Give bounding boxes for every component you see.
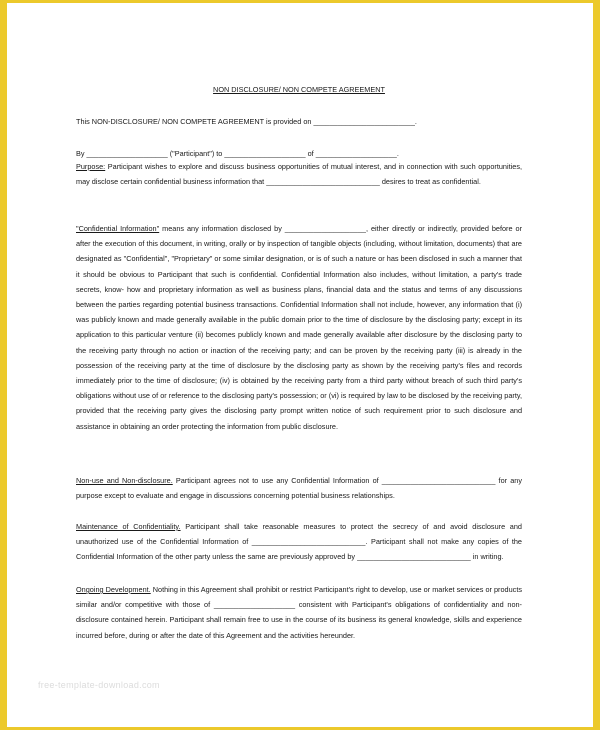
ongoing-heading: Ongoing Development. — [76, 585, 151, 594]
purpose-paragraph — [76, 159, 522, 189]
ongoing-paragraph — [76, 582, 522, 643]
nonuse-text: Participant agrees not to use any Confidential Information of ____________________________ for any purpose except to evaluate and engage in discussions concerning potential business relationships. — [76, 476, 522, 501]
confidential-heading: "Confidential Information" — [76, 224, 160, 233]
ongoing-text: Nothing in this Agreement shall prohibit or restrict Participant's right to develop, use or market services or products similar and/or competitive with those of ____________________ consistent with Participant's obligations of confidentiality and non- disclosure contained herein. Participant shall remain free to use in the course of its business its general knowledge, skills and experience incurred before, during or after the date of this Agreement and the activities hereunder. — [76, 585, 522, 640]
confidential-paragraph — [76, 221, 522, 434]
by-line: By ____________________ ("Participant") to ____________________ of ____________________. — [76, 149, 399, 158]
nonuse-paragraph — [76, 473, 522, 503]
maintenance-text: Participant shall take reasonable measures to protect the secrecy of and avoid disclosure and unauthorized use of the Confidential Information of ____________________________. Participant shall not make any copies of the Confidential Information of the other party unless the same are previously approved by ____________________________ in writing. — [76, 522, 522, 562]
purpose-text: Participant wishes to explore and discuss business opportunities of mutual interest, and in connection with such opportunities, may disclose certain confidential business information that ____________________________ desires to treat as confidential. — [76, 162, 522, 187]
maintenance-heading: Maintenance of Confidentiality. — [76, 522, 181, 531]
confidential-text: means any information disclosed by ____________________, either directly or indirectly, provided before or after the execution of this document, in writing, orally or by inspection of tangible objects (including, without limitation, documents) that are designated as "Confidential", "Proprietary" or some similar designation, or is of such a nature or has been disclosed in such a manner that it should be obvious to Participant that such is confidential. Confidential Information also includes, without limitation, a party's trade secrets, know- how and proprietary information as well as business plans, financial data and the status and terms of any discussions between the parties regarding potential business transactions. Confidential Information shall not include, however, any information that (i) was publicly known and made generally available in the public domain prior to the time of disclosure by the disclosing party; except in its application to this particular venture (ii) becomes publicly known and made generally available after disclosure by the disclosing party to the receiving party through no action or inaction of the receiving party; and can be proven by the receiving party (iii) is already in the possession of the receiving party at the time of disclosure by the disclosing party as shown by the receiving party's files and records immediately prior to the time of disclosure; (iv) is obtained by the receiving party from a third party without breach of such third party's obligations without use of or reference to the disclosing party's possession; or (vi) is required by law to be disclosed by the receiving party, provided that the receiving party gives the disclosing party prompt written notice of such requirement prior to such disclosure and assistance in obtaining an order protecting the information from public disclosure. — [76, 224, 522, 431]
watermark-text: free-template-download.com — [38, 680, 160, 690]
maintenance-paragraph — [76, 519, 522, 565]
nonuse-heading: Non-use and Non-disclosure. — [76, 476, 173, 485]
purpose-heading: Purpose: — [76, 162, 106, 171]
intro-line: This NON-DISCLOSURE/ NON COMPETE AGREEMENT is provided on _________________________. — [76, 117, 417, 126]
document-title: NON DISCLOSURE/ NON COMPETE AGREEMENT — [213, 85, 385, 94]
